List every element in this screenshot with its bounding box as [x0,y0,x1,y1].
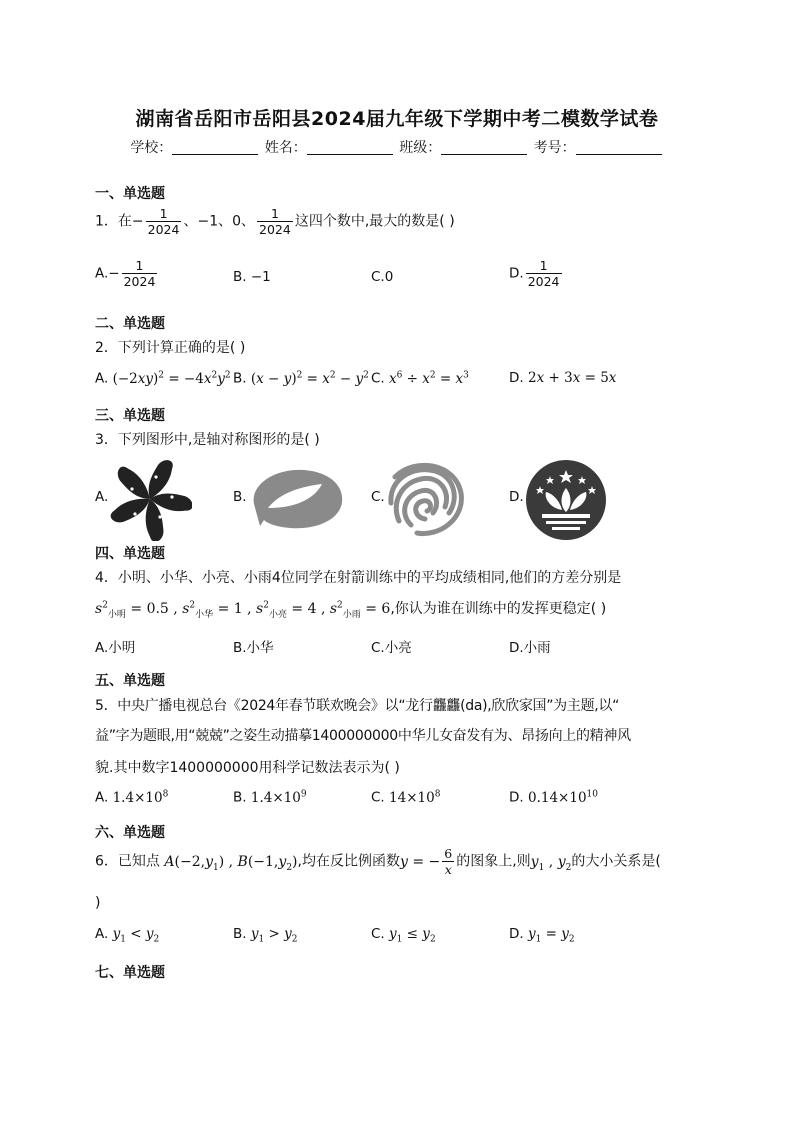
swirl-logo-figure[interactable] [384,458,466,540]
q1-frac2-num: 1 [257,206,293,222]
question-4-line2 [95,598,606,620]
school-label: 学校： [130,140,173,156]
macau-emblem-figure[interactable] [524,458,608,542]
question-1 [95,206,455,237]
q6-option-a-label: A. [95,926,109,942]
q5-option-b-label: B. [233,789,247,806]
q6-option-d-expr: $y_1 = y_2$ [527,926,575,945]
q2-option-c[interactable] [371,370,469,387]
q1-frac2-den: 2024 [259,222,291,237]
page-title: 湖南省岳阳市岳阳县2024届九年级下学期中考二模数学试卷 [135,108,659,130]
leaf-logo-figure[interactable] [246,464,346,532]
q5-option-a-expr: $1.4\times 10^8$ [112,789,169,806]
q1-option-a-den: 2024 [123,274,156,289]
q6-option-c-label: C. [371,926,385,942]
q2-option-d[interactable] [509,370,616,386]
q1-fraction-positive [257,206,293,237]
section-heading-5: 五、单选题 [95,673,165,689]
q1-option-d-fraction [526,258,562,289]
q5-option-d-label: D. [509,789,524,806]
q5-option-c-label: C. [371,789,385,806]
q1-option-d[interactable] [509,258,564,289]
q2-option-c-label: C. [371,370,385,387]
q2-option-d-expr: 2x + 3x = 5x [527,370,617,386]
q3-option-d-label[interactable]: D. [509,489,524,505]
q1-fraction-negative [146,206,182,237]
q1-option-d-label: D. [509,265,524,282]
question-5-line2: 益”字为题眼,用“兢兢”之姿生动描摹1400000000中华儿女奋发有为、昂扬向上的精神风 [95,728,631,744]
class-blank[interactable] [441,140,527,155]
q4-line2-tail: ,你认为谁在训练中的发挥更稳定( ) [390,601,607,617]
q2-option-c-expr: $x^6 \div x^2 = x^3$ [389,370,469,387]
q6-option-b[interactable] [233,926,298,945]
q1-frac-num: 1 [146,206,182,222]
student-info-line [0,137,794,157]
q6-function: y = − $\frac{6}{x}$ [399,846,453,877]
q1-option-a[interactable] [95,258,159,289]
q1-minus: − [131,213,144,230]
q3-option-a-label[interactable]: A. [95,489,109,505]
section-heading-4: 四、单选题 [95,546,165,562]
q6-mid: ,均在反比例函数 [297,853,400,870]
q1-option-d-den: 2024 [527,274,560,289]
q6-option-b-label: B. [233,926,247,942]
q5-option-a[interactable] [95,789,168,806]
q2-option-a-expr: $(-2xy)^2 = -4x^2y^2$ [112,370,231,387]
section-heading-2: 二、单选题 [95,316,165,332]
q6-option-a-expr: $y_1 < y_2$ [112,926,160,945]
school-blank[interactable] [172,140,258,155]
question-5-line1: 5．中央广播电视总台《2024年春节联欢晚会》以“龙行龘龘(da),欣欣家国”为主题,以“ [95,698,620,714]
q6-tail: 的图象上,则 [456,853,531,870]
q1-mid-text: 、−1、0、 [183,213,256,230]
q3-option-b-label[interactable]: B. [233,489,247,505]
question-6-line1 [95,846,661,877]
q6-y-values: $y_1$ , $y_2$ [530,853,572,873]
q6-option-c-expr: $y_1 \le y_2$ [389,926,436,945]
q6-option-b-expr: $y_1 > y_2$ [250,926,298,945]
q6-option-c[interactable] [371,926,436,945]
q1-option-a-label: A. [95,265,109,282]
q3-option-c-label[interactable]: C. [371,489,385,505]
question-5-line3: 貌.其中数字1400000000用科学记数法表示为( ) [95,760,400,776]
class-label: 班级： [399,140,442,156]
q5-option-c[interactable] [371,789,440,806]
q5-option-d-expr: $0.14\times 10^{10}$ [527,789,598,806]
q4-variances: $s^2_{小明} = 0.5$ , $s^2_{小华} = 1$ , $s^2_{小亮} = 4$ , $s^2_{小雨} = 6$ [95,600,391,620]
section-heading-3: 三、单选题 [95,408,165,424]
q5-option-b-expr: $1.4\times 10^9$ [250,789,307,806]
q1-option-a-minus: − [108,265,120,282]
q2-option-b-label: B. [233,370,247,387]
q1-option-a-fraction [122,258,158,289]
q6-points: $A(-2,y_1)$ , $B(-1,y_2)$ [164,853,298,873]
q6-option-d[interactable] [509,926,575,945]
q6-option-a[interactable] [95,926,159,945]
q1-frac-den: 2024 [147,222,180,237]
q6-number: 6．已知点 [95,853,160,870]
number-blank[interactable] [576,140,662,155]
q1-tail: 这四个数中,最大的数是( ) [294,213,455,230]
q5-option-d[interactable] [509,789,598,806]
q2-option-d-label: D. [509,370,524,386]
q1-option-c[interactable]: C.0 [371,269,394,285]
q1-option-a-num: 1 [122,258,158,274]
q4-option-d[interactable]: D.小雨 [509,640,551,656]
q4-option-c[interactable]: C.小亮 [371,640,412,656]
name-blank[interactable] [307,140,393,155]
q6-option-d-label: D. [509,926,524,942]
q1-option-d-num: 1 [526,258,562,274]
q5-option-c-expr: $14\times 10^8$ [389,789,441,806]
q4-option-b[interactable]: B.小华 [233,640,274,656]
q1-option-b[interactable]: B. −1 [233,269,271,285]
section-heading-7: 七、单选题 [95,965,165,981]
section-heading-1: 一、单选题 [95,186,165,202]
question-3: 3．下列图形中,是轴对称图形的是( ) [95,432,320,448]
number-label: 考号： [533,140,576,156]
bauhinia-flower-figure[interactable] [108,457,192,541]
name-label: 姓名： [264,140,307,156]
q2-option-b-expr: $(x - y)^2 = x^2 - y^2$ [250,370,369,387]
q1-number: 1．在 [95,213,132,230]
q2-option-b[interactable] [233,370,369,387]
question-2: 2．下列计算正确的是( ) [95,340,246,356]
q2-option-a[interactable] [95,370,231,387]
q4-option-a[interactable]: A.小明 [95,640,136,656]
q5-option-b[interactable] [233,789,307,806]
q5-option-a-label: A. [95,789,109,806]
q2-option-a-label: A. [95,370,109,387]
q6-tail2: 的大小关系是( [571,853,661,870]
question-6-line2: ) [95,895,101,911]
section-heading-6: 六、单选题 [95,825,165,841]
question-4-line1: 4．小明、小华、小亮、小雨4位同学在射箭训练中的平均成绩相同,他们的方差分别是 [95,570,622,586]
